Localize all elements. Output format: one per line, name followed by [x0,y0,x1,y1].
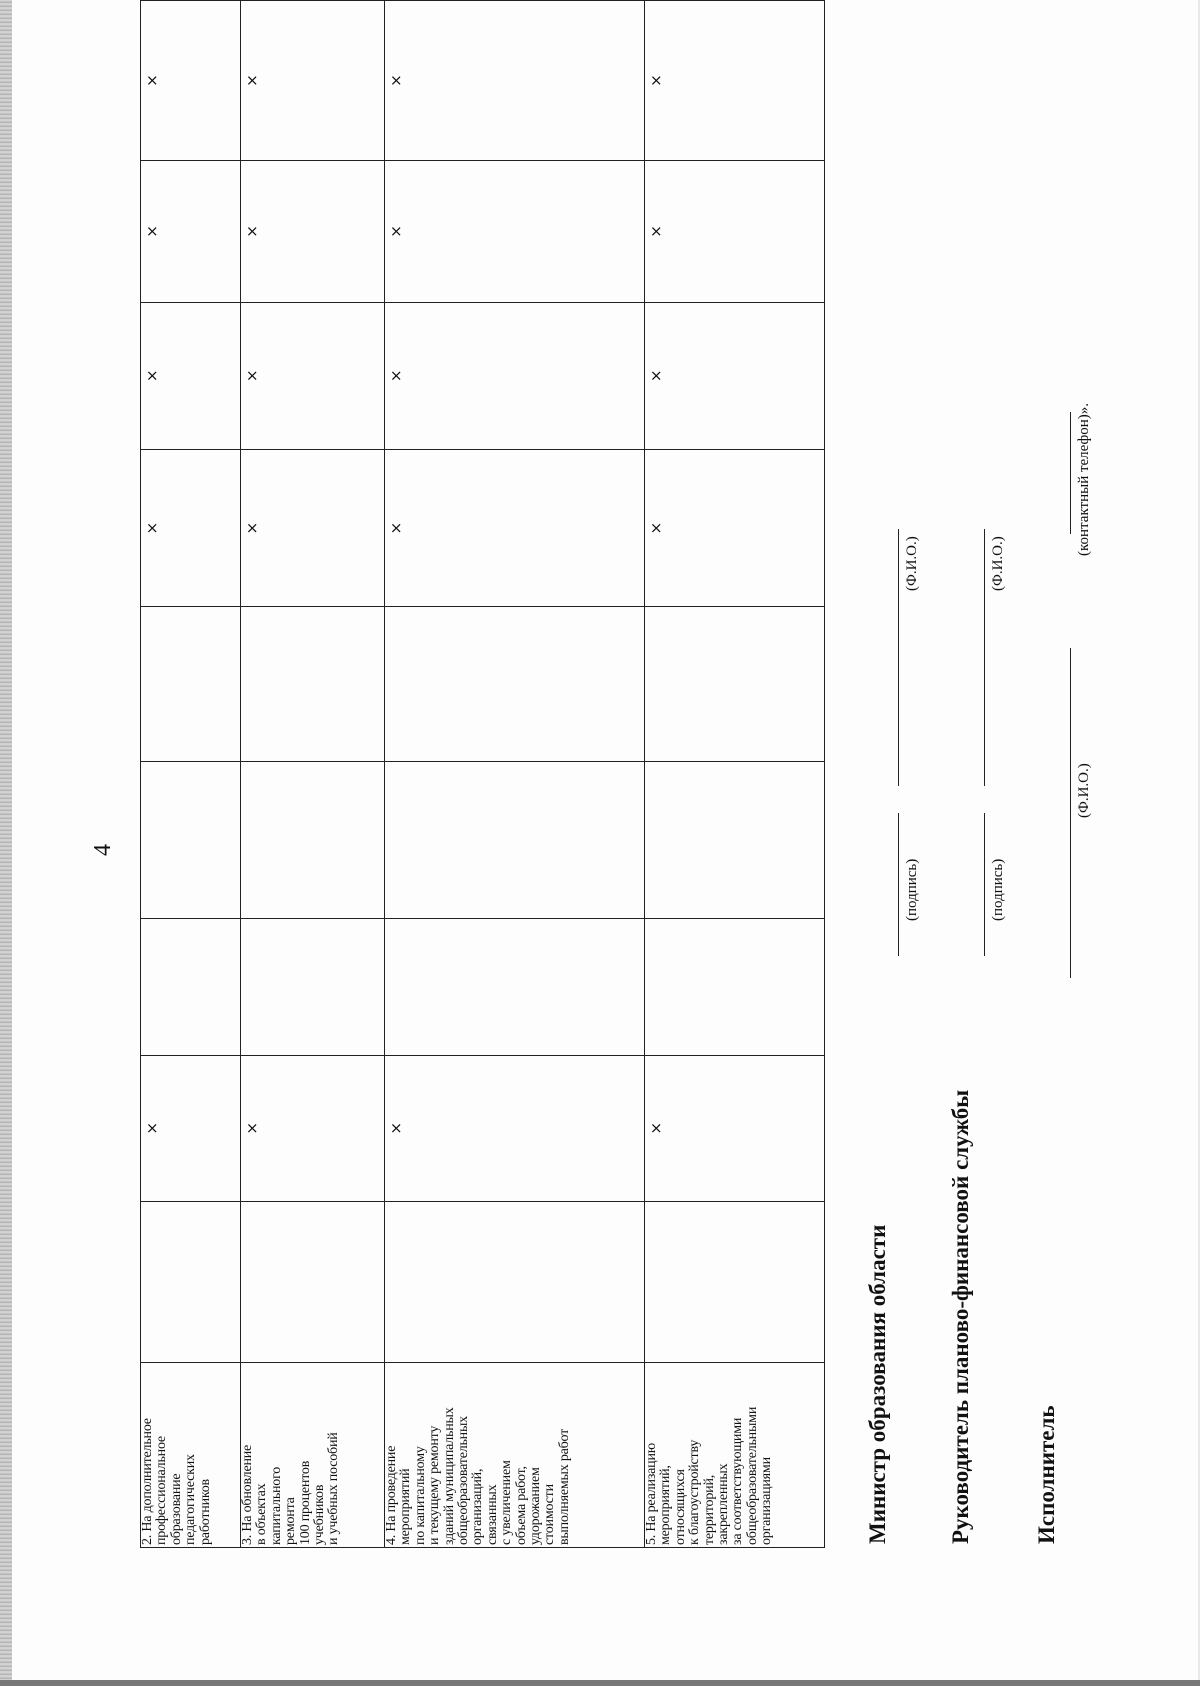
cross-mark: × [143,521,161,535]
table-cell [645,1055,825,1201]
row-label-line: мероприятий [398,1468,414,1545]
row-label-line: работников [197,1479,213,1545]
row-label-cell [385,1363,645,1548]
table-row [241,1,385,1548]
row-label-line: 5. На реализацию [644,1442,659,1545]
table-cell [385,918,645,1055]
row-label-line: закрепленных [716,1463,732,1545]
cross-mark: × [387,225,405,238]
executor-name-line [1070,648,1071,978]
table-cell [645,302,825,449]
row-label-line: ремонта [283,1497,299,1545]
row-label-line: профессиональное [154,1436,170,1545]
minister-sign-caption: (подпись) [904,858,920,921]
row-label-line: к благоустройству [687,1439,703,1545]
table-cell [241,918,385,1055]
cross-mark: × [647,521,665,535]
cross-mark: × [387,369,405,383]
row-label-line: по капитальному [412,1446,428,1545]
row-label-line: учебников [312,1484,328,1545]
table-cell [385,302,645,449]
rotated-landscape-content [12,0,1200,1686]
row-label-line: относящихся [672,1469,688,1545]
table-cell [241,762,385,919]
row-label-line: 2. На дополнительное [140,1418,155,1545]
minister-name-caption: (Ф.И.О.) [904,536,920,591]
row-label-line: связанных [484,1484,500,1545]
row-label-line: педагогических [183,1454,199,1545]
cross-mark: × [387,74,405,87]
row-label-line: образование [168,1473,184,1545]
minister-title: Министр образования области [865,1224,890,1544]
table-cell [385,607,645,762]
cross-mark: × [243,225,261,238]
row-label-line: мероприятий, [658,1465,674,1545]
table-cell [241,302,385,449]
table-row [385,1,645,1548]
page-number: 4 [90,844,116,856]
table-cell [241,449,385,607]
table-cell [385,160,645,302]
table-row [141,1,241,1548]
table-cell [385,1055,645,1201]
head-sign-line [984,813,985,956]
table-cell [385,1201,645,1363]
cross-mark: × [647,369,665,383]
row-label-line: общеобразовательными [744,1406,760,1545]
row-label-cell [241,1363,385,1548]
budget-table [140,0,825,1548]
table-cell [141,1,241,161]
cross-mark: × [243,521,261,535]
minister-sign-line [898,813,899,956]
executor-title: Исполнитель [1034,1405,1059,1544]
row-label-line: капитального [268,1466,284,1545]
table-row [645,1,825,1548]
head-title: Руководитель планово-финансовой службы [948,1089,973,1544]
cross-mark: × [647,74,665,87]
table-cell [385,1,645,161]
cross-mark: × [387,1121,405,1135]
table-cell [241,1055,385,1201]
cross-mark: × [143,369,161,383]
row-label-line: организациями [759,1457,775,1545]
table-cell [241,160,385,302]
row-label-line: стоимости [542,1484,558,1545]
row-label-line: объема работ, [513,1466,529,1545]
row-label-line: за соответствующими [730,1417,746,1545]
cross-mark: × [243,1121,261,1135]
table-cell [141,160,241,302]
cross-mark: × [143,1121,161,1135]
cross-mark: × [243,74,261,87]
row-label-cell [645,1363,825,1548]
row-label-line: 3. На обновление [240,1444,255,1545]
table-cell [241,1,385,161]
row-label-line: с увеличением [499,1460,515,1545]
row-label-line: в объектах [254,1483,270,1545]
cross-mark: × [143,225,161,238]
table-cell [645,449,825,607]
row-label-line: зданий муниципальных [441,1407,457,1545]
table-cell [385,449,645,607]
table-cell [645,918,825,1055]
table-cell [141,1201,241,1363]
table-cell [241,1201,385,1363]
executor-phone-line [1070,412,1071,534]
row-label-line: 100 процентов [297,1460,313,1545]
table-cell [645,1,825,161]
table-cell [141,449,241,607]
cross-mark: × [143,74,161,87]
row-label-line: и учебных пособий [326,1432,342,1545]
row-label-line: удорожанием [528,1467,544,1545]
head-name-line [984,529,985,786]
minister-name-line [898,529,899,786]
table-cell [141,302,241,449]
table-cell [141,762,241,919]
cross-mark: × [647,225,665,238]
cross-mark: × [647,1121,665,1135]
row-label-line: и текущему ремонту [427,1425,443,1545]
cross-mark: × [387,521,405,535]
executor-name-caption: (Ф.И.О.) [1076,763,1092,818]
table-cell [385,762,645,919]
scan-edge-left [0,0,12,1686]
table-cell [645,1201,825,1363]
row-label-line: территорий, [701,1474,717,1545]
table-cell [645,160,825,302]
table-cell [141,918,241,1055]
row-label-line: выполняемых работ [556,1428,572,1545]
table-body [141,1,825,1548]
row-label-cell [141,1363,241,1548]
executor-phone-caption: (контактный телефон)». [1076,402,1092,556]
cross-mark: × [243,369,261,383]
table-cell [241,607,385,762]
head-sign-caption: (подпись) [990,858,1006,921]
head-name-caption: (Ф.И.О.) [990,536,1006,591]
row-label-line: общеобразовательных [456,1416,472,1545]
table-cell [141,1055,241,1201]
table-cell [645,762,825,919]
row-label-line: 4. На проведение [384,1445,399,1545]
row-label-line: организаций, [470,1468,486,1545]
table-cell [645,607,825,762]
table-cell [141,607,241,762]
document-page [12,0,1198,1680]
